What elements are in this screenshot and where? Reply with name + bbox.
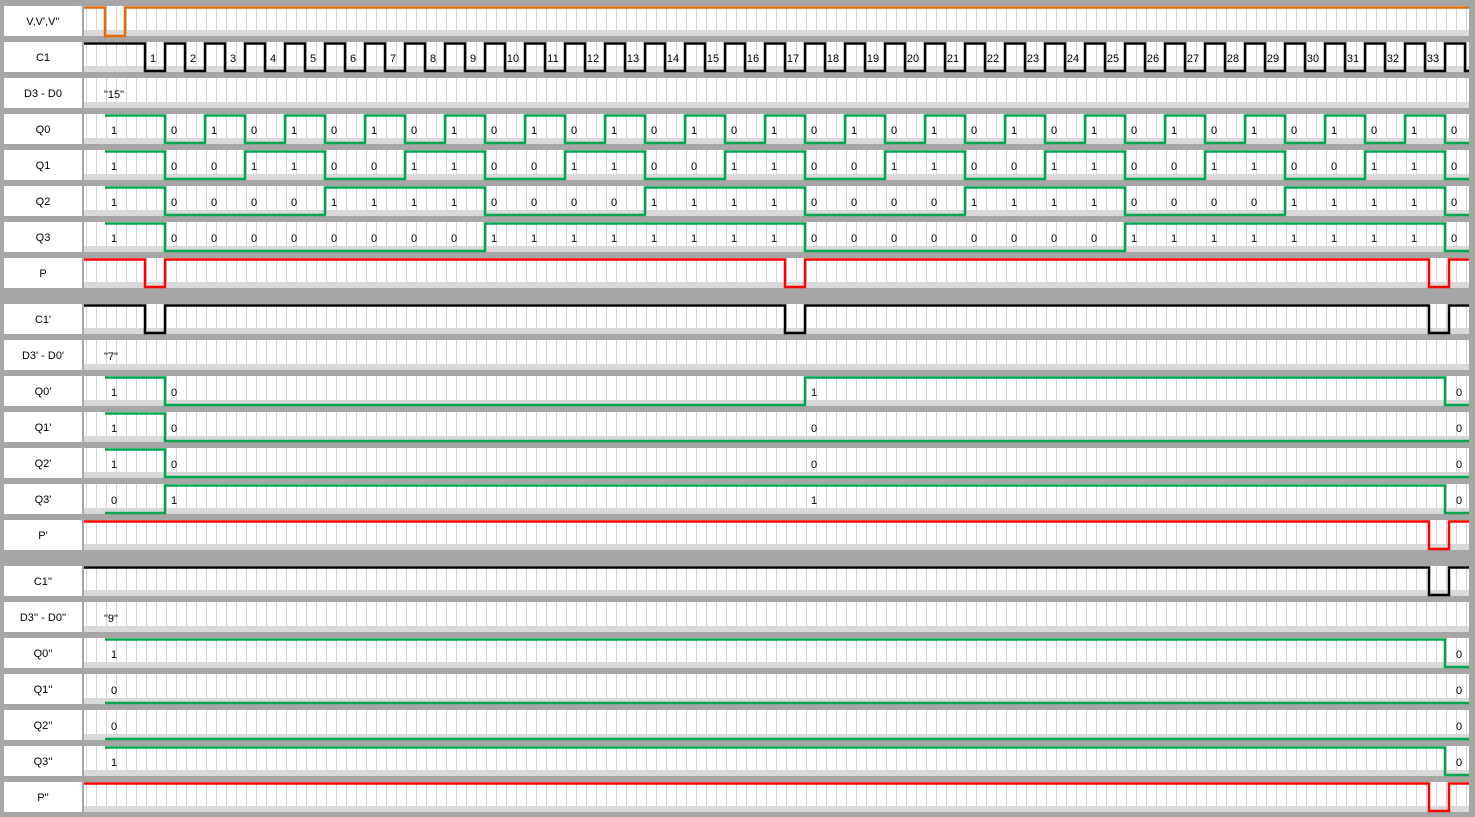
bit-value: 1	[1330, 125, 1338, 137]
bit-value: 1	[110, 459, 118, 471]
row-band	[84, 138, 1469, 144]
register-value: "15"	[104, 89, 125, 101]
bit-value: 0	[1250, 197, 1258, 209]
bit-value: 0	[530, 161, 538, 173]
bit-value: 0	[570, 125, 578, 137]
bit-value: 1	[570, 161, 578, 173]
clock-number: 23	[1026, 53, 1040, 65]
bit-value: 1	[610, 125, 618, 137]
clock-number: 19	[866, 53, 880, 65]
bit-value: 1	[1410, 233, 1418, 245]
bit-value: 0	[1130, 125, 1138, 137]
bit-value: 0	[290, 233, 298, 245]
bit-value: 0	[970, 233, 978, 245]
clock-number: 7	[389, 53, 397, 65]
bit-value: 1	[530, 233, 538, 245]
bit-value: 0	[170, 125, 178, 137]
row-label: P'	[38, 530, 48, 542]
clock-number: 6	[349, 53, 357, 65]
bit-value: 0	[1450, 197, 1458, 209]
bit-value: 0	[1455, 757, 1463, 769]
bit-value: 0	[810, 459, 818, 471]
bit-value: 1	[290, 125, 298, 137]
bit-value: 0	[210, 197, 218, 209]
bit-value: 0	[970, 161, 978, 173]
register-value: "7"	[104, 351, 118, 363]
row-label: C1	[35, 52, 51, 64]
bit-value: 1	[450, 197, 458, 209]
bit-value: 0	[650, 125, 658, 137]
bit-value: 0	[250, 125, 258, 137]
bit-value: 1	[850, 125, 858, 137]
bit-value: 1	[1330, 197, 1338, 209]
bit-value: 1	[1370, 161, 1378, 173]
bit-value: 0	[530, 197, 538, 209]
clock-number: 13	[626, 53, 640, 65]
bit-value: 0	[890, 197, 898, 209]
bit-value: 1	[1210, 161, 1218, 173]
clock-number: 3	[229, 53, 237, 65]
clock-number: 4	[269, 53, 277, 65]
bit-value: 0	[450, 233, 458, 245]
clock-number: 9	[469, 53, 477, 65]
clock-number: 30	[1306, 53, 1320, 65]
bit-value: 0	[210, 161, 218, 173]
row-label: P''	[37, 792, 49, 804]
bit-value: 0	[610, 197, 618, 209]
bit-value: 0	[250, 197, 258, 209]
row-label: D3 - D0	[24, 88, 62, 100]
row-label: D3'' - D0''	[19, 612, 67, 624]
bit-value: 0	[1455, 459, 1463, 471]
row-label: Q1'	[34, 422, 52, 434]
row-label: Q2'	[34, 458, 52, 470]
bit-value: 1	[1130, 233, 1138, 245]
clock-number: 14	[666, 53, 680, 65]
bit-value: 1	[650, 233, 658, 245]
bit-value: 1	[1370, 197, 1378, 209]
bit-value: 1	[1010, 125, 1018, 137]
row-label: C1'	[34, 314, 52, 326]
bit-value: 0	[1290, 161, 1298, 173]
bit-value: 1	[810, 495, 818, 507]
bit-value: 1	[890, 161, 898, 173]
row-label: C1''	[33, 576, 53, 588]
bit-value: 1	[770, 125, 778, 137]
bit-value: 1	[110, 423, 118, 435]
bit-value: 1	[1050, 197, 1058, 209]
bit-value: 1	[810, 387, 818, 399]
bit-value: 1	[610, 233, 618, 245]
bit-value: 0	[1330, 161, 1338, 173]
bit-value: 0	[410, 233, 418, 245]
bit-value: 1	[370, 197, 378, 209]
bit-value: 0	[650, 161, 658, 173]
bit-value: 1	[570, 233, 578, 245]
bit-value: 1	[290, 161, 298, 173]
bit-value: 1	[1370, 233, 1378, 245]
clock-number: 29	[1266, 53, 1280, 65]
bit-value: 1	[770, 161, 778, 173]
bit-value: 1	[690, 233, 698, 245]
row-label: Q0	[35, 124, 51, 136]
row-band	[84, 806, 1469, 812]
bit-value: 0	[810, 233, 818, 245]
clock-number: 22	[986, 53, 1000, 65]
bit-value: 1	[1250, 125, 1258, 137]
bit-value: 1	[930, 161, 938, 173]
bit-value: 1	[770, 197, 778, 209]
bit-value: 0	[1130, 161, 1138, 173]
row-band	[84, 282, 1469, 288]
clock-number: 21	[946, 53, 960, 65]
bit-value: 0	[290, 197, 298, 209]
bit-value: 1	[110, 197, 118, 209]
bit-value: 1	[410, 197, 418, 209]
row-band	[84, 102, 1469, 108]
row-band	[84, 66, 1469, 72]
bit-value: 0	[170, 387, 178, 399]
bit-value: 0	[330, 161, 338, 173]
bit-value: 1	[1010, 197, 1018, 209]
bit-value: 1	[690, 125, 698, 137]
clock-number: 10	[506, 53, 520, 65]
clock-number: 15	[706, 53, 720, 65]
bit-value: 0	[930, 197, 938, 209]
row-label: Q2''	[33, 720, 53, 732]
row-band	[84, 328, 1469, 334]
bit-value: 0	[1050, 233, 1058, 245]
row-label: Q0'	[34, 386, 52, 398]
clock-number: 2	[189, 53, 197, 65]
bit-value: 1	[1410, 161, 1418, 173]
bit-value: 0	[370, 161, 378, 173]
clock-number: 18	[826, 53, 840, 65]
bit-value: 1	[690, 197, 698, 209]
bit-value: 1	[110, 161, 118, 173]
bit-value: 1	[610, 161, 618, 173]
bit-value: 1	[770, 233, 778, 245]
bit-value: 1	[1210, 233, 1218, 245]
row-band	[84, 662, 1469, 668]
bit-value: 0	[170, 233, 178, 245]
row-label: Q2	[35, 196, 51, 208]
clock-number: 11	[547, 53, 559, 65]
register-value: "9"	[104, 613, 118, 625]
bit-value: 0	[890, 125, 898, 137]
bit-value: 1	[730, 161, 738, 173]
bit-value: 0	[490, 125, 498, 137]
bit-value: 0	[1455, 649, 1463, 661]
clock-number: 32	[1386, 53, 1400, 65]
bit-value: 0	[330, 233, 338, 245]
bit-value: 1	[110, 387, 118, 399]
bit-value: 0	[1370, 125, 1378, 137]
bit-value: 1	[410, 161, 418, 173]
bit-value: 1	[1090, 161, 1098, 173]
bit-value: 0	[1450, 233, 1458, 245]
bit-value: 1	[170, 495, 178, 507]
bit-value: 0	[110, 721, 118, 733]
bit-value: 0	[1450, 161, 1458, 173]
clock-number: 28	[1226, 53, 1240, 65]
bit-value: 0	[1450, 125, 1458, 137]
bit-value: 1	[930, 125, 938, 137]
bit-value: 1	[1090, 125, 1098, 137]
bit-value: 1	[210, 125, 218, 137]
bit-value: 1	[110, 233, 118, 245]
bit-value: 1	[730, 233, 738, 245]
bit-value: 1	[970, 197, 978, 209]
row-label: Q3'	[34, 494, 52, 506]
bit-value: 0	[1090, 233, 1098, 245]
bit-value: 0	[170, 459, 178, 471]
bit-value: 0	[490, 197, 498, 209]
bit-value: 1	[1410, 197, 1418, 209]
bit-value: 0	[1050, 125, 1058, 137]
bit-value: 0	[1170, 161, 1178, 173]
bit-value: 0	[1170, 197, 1178, 209]
bit-value: 1	[110, 649, 118, 661]
bit-value: 0	[1455, 387, 1463, 399]
bit-value: 1	[110, 125, 118, 137]
bit-value: 1	[490, 233, 498, 245]
bit-value: 0	[970, 125, 978, 137]
bit-value: 0	[1010, 233, 1018, 245]
bit-value: 0	[850, 197, 858, 209]
row-label: P	[39, 268, 47, 280]
bit-value: 0	[1455, 423, 1463, 435]
bit-value: 0	[1455, 495, 1463, 507]
row-band	[84, 364, 1469, 370]
clock-number: 5	[309, 53, 317, 65]
row-label: D3' - D0'	[21, 350, 65, 362]
bit-value: 0	[1130, 197, 1138, 209]
row-band	[84, 508, 1469, 514]
bit-value: 1	[330, 197, 338, 209]
bit-value: 0	[930, 233, 938, 245]
clock-number: 16	[746, 53, 760, 65]
bit-value: 0	[850, 233, 858, 245]
clock-number: 33	[1426, 53, 1440, 65]
bit-value: 0	[370, 233, 378, 245]
bit-value: 1	[530, 125, 538, 137]
row-label: Q1''	[33, 684, 53, 696]
row-band	[84, 30, 1469, 36]
bit-value: 1	[370, 125, 378, 137]
clock-number: 25	[1106, 53, 1120, 65]
bit-value: 0	[730, 125, 738, 137]
bit-value: 0	[810, 161, 818, 173]
bit-value: 0	[210, 233, 218, 245]
bit-value: 0	[810, 197, 818, 209]
bit-value: 1	[1330, 233, 1338, 245]
bit-value: 1	[110, 757, 118, 769]
clock-number: 31	[1346, 53, 1360, 65]
clock-number: 20	[906, 53, 920, 65]
bit-value: 1	[1050, 161, 1058, 173]
bit-value: 1	[1090, 197, 1098, 209]
bit-value: 0	[330, 125, 338, 137]
row-label: Q3	[35, 232, 51, 244]
bit-value: 0	[1210, 197, 1218, 209]
bit-value: 0	[570, 197, 578, 209]
bit-value: 0	[1455, 685, 1463, 697]
clock-number: 8	[429, 53, 437, 65]
row-label: Q3''	[33, 756, 53, 768]
clock-number: 12	[586, 53, 600, 65]
bit-value: 0	[810, 423, 818, 435]
bit-value: 0	[890, 233, 898, 245]
bit-value: 0	[170, 197, 178, 209]
row-label: V,V',V''	[26, 16, 60, 28]
bit-value: 1	[450, 125, 458, 137]
bit-value: 0	[410, 125, 418, 137]
bit-value: 0	[1455, 721, 1463, 733]
bit-value: 1	[1250, 161, 1258, 173]
clock-number: 1	[149, 53, 157, 65]
bit-value: 0	[250, 233, 258, 245]
bit-value: 1	[1410, 125, 1418, 137]
row-band	[84, 770, 1469, 776]
bit-value: 0	[690, 161, 698, 173]
bit-value: 0	[110, 495, 118, 507]
row-band	[84, 174, 1469, 180]
bit-value: 0	[1290, 125, 1298, 137]
row-band	[84, 626, 1469, 632]
bit-value: 0	[110, 685, 118, 697]
row-band	[84, 544, 1469, 550]
bit-value: 0	[170, 423, 178, 435]
bit-value: 1	[1290, 233, 1298, 245]
bit-value: 0	[170, 161, 178, 173]
bit-value: 1	[730, 197, 738, 209]
bit-value: 1	[1290, 197, 1298, 209]
bit-value: 1	[1250, 233, 1258, 245]
row-label: Q1	[35, 160, 51, 172]
bit-value: 1	[250, 161, 258, 173]
bit-value: 0	[1010, 161, 1018, 173]
bit-value: 0	[810, 125, 818, 137]
clock-number: 27	[1186, 53, 1200, 65]
bit-value: 0	[850, 161, 858, 173]
bit-value: 1	[450, 161, 458, 173]
row-label: Q0''	[33, 648, 53, 660]
clock-number: 26	[1146, 53, 1160, 65]
bit-value: 1	[650, 197, 658, 209]
bit-value: 0	[1210, 125, 1218, 137]
bit-value: 1	[1170, 233, 1178, 245]
row-band	[84, 590, 1469, 596]
bit-value: 0	[490, 161, 498, 173]
clock-number: 24	[1066, 53, 1080, 65]
clock-number: 17	[786, 53, 800, 65]
bit-value: 1	[1170, 125, 1178, 137]
